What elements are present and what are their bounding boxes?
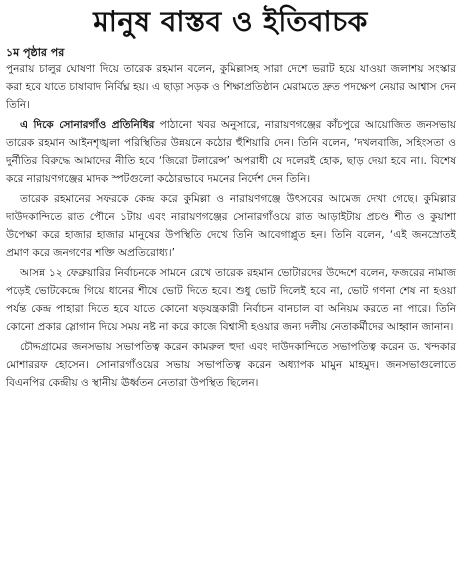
headline: মানুষ বাস্তব ও ইতিবাচক (93, 5, 368, 38)
paragraph-5: চৌদ্দগ্রামের জনসভায় সভাপতিত্ব করেন কামরুল হুদা এবং দাউদকান্দিতে সভাপতিত্ব করেন ড. খন্দকার মোশাররফ হোসেন। সোনারগাঁওয়ের সভায় সভাপতিত্ব করেন অধ্যাপক মামুন মাহমুদ। জনসভাগুলোতে বিএনপির কেন্দ্রীয় ও স্থানীয় ঊর্ধ্বতন নেতারা উপস্থিত ছিলেন। (6, 341, 456, 389)
paragraph-1: পুনরায় চালুর ঘোষণা দিয়ে তারেক রহমান বলেন, কুমিল্লাসহ সারা দেশে ভরাট হয়ে যাওয়া জলাশয় সংস্কার করা হবে যাতে চাষাবাদ নির্বিঘ্ন হয়। এ ছাড়া সড়ক ও শিক্ষাপ্রতিষ্ঠান মেরামতে দ্রুত পদক্ষেপ নেয়ার আশ্বাস দেন তিনি। (6, 63, 456, 111)
article-body (6, 60, 456, 394)
paragraph-2-lead: এ দিকে সোনারগাঁও প্রতিনিধির (20, 119, 155, 131)
paragraph-3: তারেক রহমানের সফরকে কেন্দ্র করে কুমিল্লা ও নারায়ণগঞ্জে উৎসবের আমেজ দেখা গেছে। কুমিল্লার দাউদকান্দিতে রাত পৌনে ১টায় এবং নারায়ণগঞ্জের সোনারগাঁওয়ে রাত আড়াইটায় প্রচণ্ড শীত ও কুয়াশা উপেক্ষা করে হাজার হাজার মানুষের উপস্থিতি দেখে তিনি আবেগাপ্লুত হন। তিনি বলেন, ‘এই জনস্রোতই প্রমাণ করে জনগণের শক্তি অপ্রতিরোধ্য।’ (6, 193, 456, 259)
paragraph-2 (6, 116, 456, 188)
paragraph-4: আসন্ন ১২ ফেব্রুয়ারির নির্বাচনকে সামনে রেখে তারেক রহমান ভোটারদের উদ্দেশে বলেন, ফজরের নামাজ পড়েই ভোটকেন্দ্রে গিয়ে ধানের শীষে ভোট দিতে হবে। শুধু ভোট দিলেই হবে না, ভোট গণনা শেষ না হওয়া পর্যন্ত কেন্দ্র পাহারা দিতে হবে যাতে কোনো ষড়যন্ত্রকারী নির্বাচন বানচাল বা অনিয়ম করতে না পারে। তিনি কোনো প্রকার স্লোগান দিয়ে সময় নষ্ট না করে কাজে বিশ্বাসী হওয়ার জন্য দলীয় নেতাকর্মীদের আহ্বান জানান। (6, 267, 456, 333)
paragraph-2-text: পাঠানো খবর অনুসারে, নারায়ণগঞ্জের কাঁচপুরে আয়োজিত জনসভায় তারেক রহমান আইনশৃঙ্খলা পরিস্থিতির উন্নয়নে কঠোর হুঁশিয়ারি দেন। তিনি বলেন, ‘দখলবাজি, সহিংসতা ও দুর্নীতির বিরুদ্ধে আমাদের নীতি হবে ‘জিরো টলারেন্স’ অপরাধী যে দলেরই হোক, ছাড় দেয়া হবে না।. বিশেষ করে নারায়ণগঞ্জের মাদক স্পটগুলো কঠোরভাবে দমনের নির্দেশ দেন তিনি। (6, 119, 456, 185)
continuation-label: ১ম পৃষ্ঠার পর (6, 46, 65, 59)
